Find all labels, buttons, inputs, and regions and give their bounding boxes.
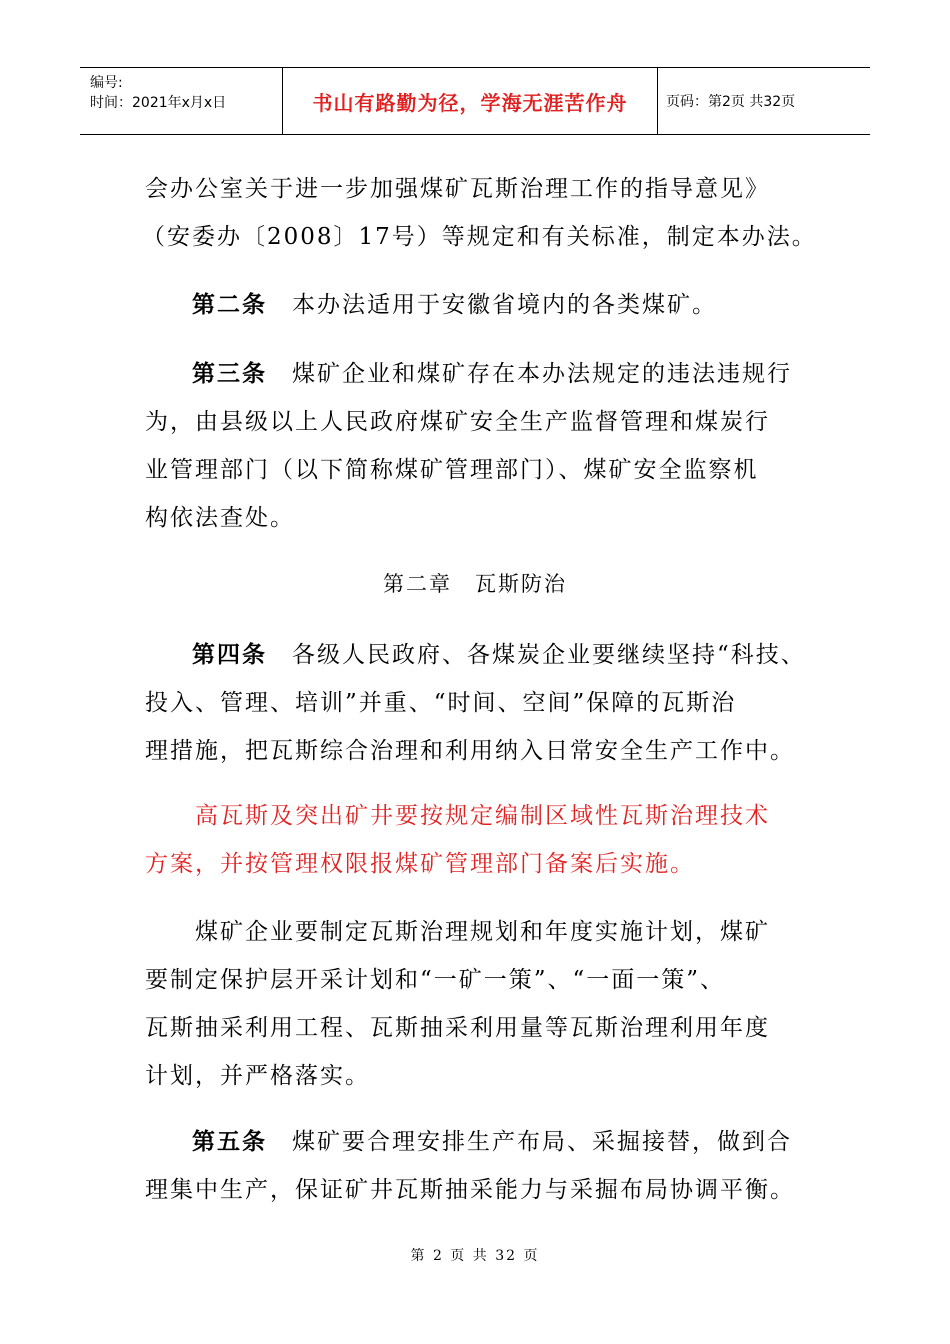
article-3-line-2: 为，由县级以上人民政府煤矿安全生产监督管理和煤炭行	[145, 409, 770, 435]
article-5-title: 第五条	[192, 1129, 267, 1155]
paragraph-intro-line-1: 会办公室关于进一步加强煤矿瓦斯治理工作的指导意见》	[145, 176, 770, 202]
paragraph-plan-line-2: 要制定保护层开采计划和“一矿一策”、“一面一策”、	[145, 967, 726, 993]
article-3-line-3: 业管理部门（以下简称煤矿管理部门）、煤矿安全监察机	[145, 457, 759, 483]
article-4-text-1: 各级人民政府、各煤炭企业要继续坚持“科技、	[292, 642, 806, 668]
page-header	[80, 67, 870, 135]
page-footer: 第 2 页 共 32 页	[410, 1248, 540, 1264]
header-page-info-cell	[658, 68, 870, 134]
document-time-label: 时间：2021年x月x日	[90, 95, 227, 111]
article-3-title: 第三条	[192, 361, 267, 387]
highlight-paragraph-line-2: 方案，并按管理权限报煤矿管理部门备案后实施。	[145, 851, 695, 877]
highlight-paragraph-line-1: 高瓦斯及突出矿井要按规定编制区域性瓦斯治理技术	[195, 803, 770, 829]
article-4-line-3: 理措施，把瓦斯综合治理和利用纳入日常安全生产工作中。	[145, 738, 795, 764]
paragraph-plan-line-3: 瓦斯抽采利用工程、瓦斯抽采利用量等瓦斯治理利用年度	[145, 1015, 770, 1041]
article-2-text: 本办法适用于安徽省境内的各类煤矿。	[292, 292, 717, 318]
header-motto-cell	[283, 68, 658, 134]
article-5-line-2: 理集中生产，保证矿井瓦斯抽采能力与采掘布局协调平衡。	[145, 1177, 795, 1203]
chapter-title: 第二章 瓦斯防治	[383, 572, 567, 596]
article-2-title: 第二条	[192, 292, 267, 318]
paragraph-plan-line-1: 煤矿企业要制定瓦斯治理规划和年度实施计划，煤矿	[195, 919, 770, 945]
article-2	[192, 286, 717, 319]
article-5-line-1	[192, 1123, 792, 1156]
article-5-text-1: 煤矿要合理安排生产布局、采掘接替，做到合	[292, 1129, 792, 1155]
article-3-text-1: 煤矿企业和煤矿存在本办法规定的违法违规行	[292, 361, 792, 387]
header-page-info: 页码：第2页 共32页	[666, 94, 796, 110]
paragraph-plan-line-4: 计划，并严格落实。	[145, 1063, 370, 1089]
article-3-line-1	[192, 355, 792, 388]
article-4-line-2: 投入、管理、培训”并重、“时间、空间”保障的瓦斯治	[145, 690, 737, 716]
document-number-label: 编号:	[90, 75, 123, 91]
paragraph-intro-line-2: （安委办〔2008〕17号）等规定和有关标准，制定本办法。	[142, 224, 817, 250]
header-meta	[80, 68, 283, 134]
article-4-line-1	[192, 636, 806, 669]
article-3-line-4: 构依法查处。	[145, 505, 295, 531]
header-motto: 书山有路勤为径，学海无涯苦作舟	[312, 90, 628, 115]
article-4-title: 第四条	[192, 642, 267, 668]
